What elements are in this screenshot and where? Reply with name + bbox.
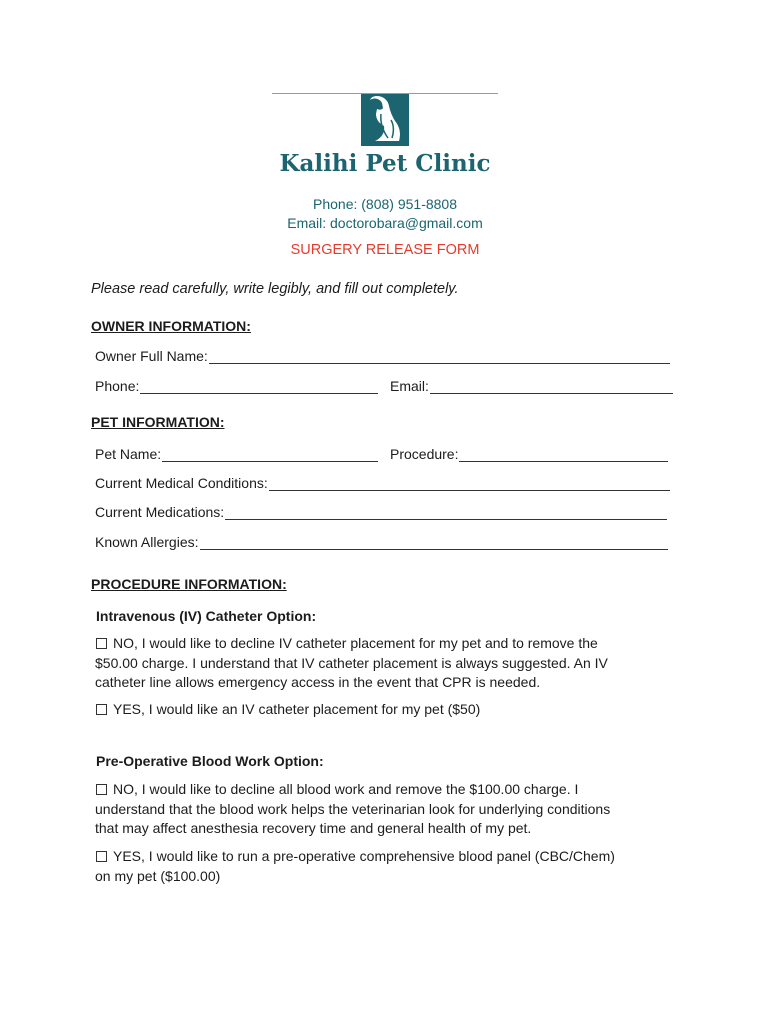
medications-field[interactable] (95, 504, 667, 520)
blood-no-text: NO, I would like to decline all blood work and remove the $100.00 charge. I (113, 781, 579, 797)
blood-option-title: Pre-Operative Blood Work Option: (96, 753, 324, 769)
procedure-line[interactable] (459, 447, 668, 462)
pet-name-label: Pet Name: (95, 446, 162, 462)
blood-yes-option (95, 847, 675, 886)
blood-no-option (95, 780, 675, 839)
owner-email-line[interactable] (430, 379, 673, 394)
medical-conditions-line[interactable] (269, 476, 670, 491)
form-title: SURGERY RELEASE FORM (290, 242, 480, 258)
iv-yes-option (95, 700, 675, 720)
owner-full-name-field[interactable] (95, 348, 670, 364)
medical-conditions-label: Current Medical Conditions: (95, 475, 268, 491)
owner-phone-line[interactable] (140, 379, 378, 394)
allergies-line[interactable] (200, 535, 668, 550)
dog-logo-icon (361, 94, 409, 146)
medications-label: Current Medications: (95, 504, 225, 520)
clinic-phone: Phone: (808) 951-8808 (313, 196, 457, 212)
owner-email-label: Email: (390, 378, 429, 394)
medical-conditions-field[interactable] (95, 475, 670, 491)
iv-option-title: Intravenous (IV) Catheter Option: (96, 608, 317, 624)
blood-yes-checkbox[interactable] (96, 851, 107, 862)
clinic-email: Email: doctorobara@gmail.com (287, 215, 483, 231)
procedure-field[interactable] (390, 446, 668, 462)
iv-yes-text: YES, I would like an IV catheter placement for my pet ($50) (113, 701, 481, 717)
procedure-section-heading: PROCEDURE INFORMATION: (91, 576, 287, 592)
owner-full-name-line[interactable] (209, 349, 670, 364)
iv-no-checkbox[interactable] (96, 638, 107, 649)
medications-line[interactable] (225, 505, 667, 520)
iv-yes-checkbox[interactable] (96, 704, 107, 715)
blood-yes-text-2: on my pet ($100.00) (95, 867, 221, 884)
blood-no-text-2: understand that the blood work helps the veterinarian look for underlying conditions (95, 800, 611, 817)
owner-email-field[interactable] (390, 378, 673, 394)
pet-section-heading: PET INFORMATION: (91, 414, 225, 430)
pet-name-line[interactable] (162, 447, 378, 462)
iv-no-text: NO, I would like to decline IV catheter placement for my pet and to remove the (113, 635, 598, 651)
iv-no-text-2: $50.00 charge. I understand that IV catheter placement is always suggested. An IV (95, 654, 608, 671)
owner-full-name-label: Owner Full Name: (95, 348, 208, 364)
procedure-label: Procedure: (390, 446, 459, 462)
allergies-field[interactable] (95, 534, 668, 550)
blood-no-text-3: that may affect anesthesia recovery time and general health of my pet. (95, 820, 532, 836)
owner-section-heading: OWNER INFORMATION: (91, 318, 251, 334)
clinic-name: Kalihi Pet Clinic (279, 150, 491, 177)
iv-no-option (95, 634, 675, 693)
instructions: Please read carefully, write legibly, and fill out completely. (91, 281, 459, 297)
allergies-label: Known Allergies: (95, 534, 199, 550)
iv-no-text-3: catheter line allows emergency access in the event that CPR is needed. (95, 674, 541, 690)
owner-phone-field[interactable] (95, 378, 378, 394)
owner-phone-label: Phone: (95, 378, 140, 394)
blood-yes-text: YES, I would like to run a pre-operative comprehensive blood panel (CBC/Chem) (113, 848, 615, 864)
pet-name-field[interactable] (95, 446, 378, 462)
blood-no-checkbox[interactable] (96, 784, 107, 795)
